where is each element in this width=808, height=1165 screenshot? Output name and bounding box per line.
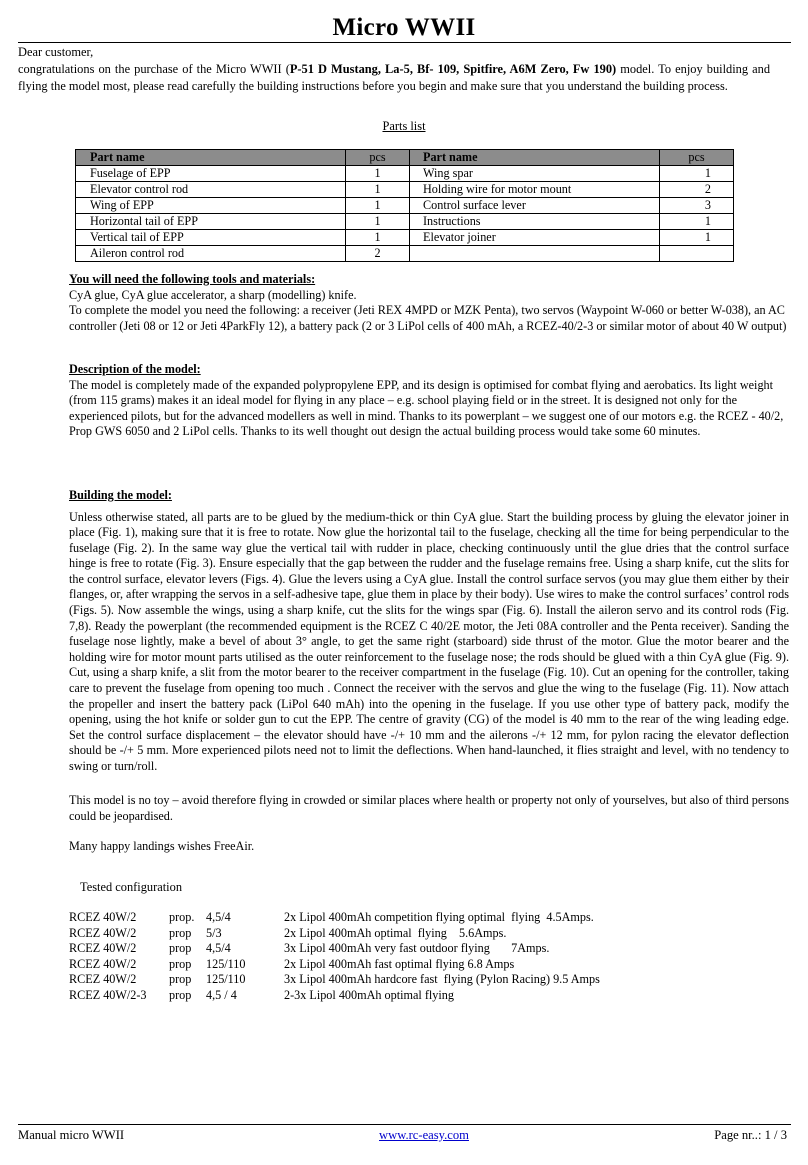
config-prop-label: prop [169,956,192,971]
part-name-cell: Wing spar [410,166,660,182]
header-part-name: Part name [76,150,346,166]
parts-row [76,166,734,182]
parts-list-caption: Parts list [382,119,426,133]
part-name-cell: Aileron control rod [76,246,346,262]
config-prop-label: prop [169,925,192,940]
config-prop: 4,5 / 4 [206,987,237,1002]
part-qty-cell: 1 [346,166,410,182]
parts-table-header [76,150,734,166]
part-qty-cell: 2 [660,182,734,198]
config-motor: RCEZ 40W/2 [69,972,137,986]
part-qty-cell: 3 [660,198,734,214]
config-prop: 5/3 [206,925,222,940]
part-name-cell: Horizontal tail of EPP [76,214,346,230]
footer-manual-name: Manual micro WWII [18,1128,125,1142]
part-qty-cell: 1 [346,230,410,246]
website-link[interactable]: www.rc-easy.com [379,1128,469,1142]
config-prop: 4,5/4 [206,941,231,955]
parts-row [76,246,734,262]
intro-section [18,44,770,95]
config-motor: RCEZ 40W/2 [69,925,137,940]
part-qty-cell: 1 [660,214,734,230]
header-pcs: pcs [346,150,410,166]
part-qty-cell: 1 [346,182,410,198]
config-table [69,910,600,1003]
config-description: 2-3x Lipol 400mAh optimal flying [284,987,454,1002]
part-qty-cell: 2 [346,246,410,262]
config-motor: RCEZ 40W/2-3 [69,987,147,1002]
config-motor: RCEZ 40W/2 [69,941,137,955]
part-name-cell: Vertical tail of EPP [76,230,346,246]
tools-line-2: To complete the model you need the following: a receiver (Jeti REX 4MPD or MZK Penta), two servos (Waypoint W-060 or better W-038), an AC controller (Jeti 08 or 12 or Jeti 4ParkFly 12), a battery pack (2 or 3 LiPol cells of 400 mAh, a RCEZ-40/2-3 or similar motor of about 40 W output) [69,303,787,333]
part-qty-cell: 1 [346,214,410,230]
parts-row [76,214,734,230]
building-heading: Building the model: [69,488,172,502]
intro-paragraph [18,61,770,95]
config-description: 2x Lipol 400mAh fast optimal flying 6.8 Amps [284,956,515,971]
closing-line: Many happy landings wishes FreeAir. [69,839,255,853]
config-description: 2x Lipol 400mAh competition flying optimal flying 4.5Amps. [284,910,594,924]
footer-website [0,1128,808,1143]
parts-row [76,230,734,246]
description-section [69,362,789,440]
config-row [69,957,600,973]
intro-models: P-51 D Mustang, La-5, Bf- 109, Spitfire, A6M Zero, Fw 190) [289,62,617,76]
part-qty-cell: 1 [346,198,410,214]
part-name-cell: Wing of EPP [76,198,346,214]
header-pcs: pcs [660,150,734,166]
intro-text-before: congratulations on the purchase of the Micro WWII ( [18,62,290,76]
title-divider [18,42,791,43]
intro-text-after: model. To enjoy building and flying the model most, please read carefully the building instructions before you begin and make sure that you understand the building process. [18,62,771,93]
parts-table [75,149,734,262]
footer-page-number: Page nr..: 1 / 3 [714,1128,787,1142]
greeting: Dear customer, [18,45,94,59]
config-prop-label: prop [169,941,192,955]
part-name-cell [410,246,660,262]
tools-section [69,272,789,334]
config-prop: 125/110 [206,972,246,986]
part-qty-cell: 1 [660,166,734,182]
document-title: Micro WWII [332,14,476,41]
building-text: Unless otherwise stated, all parts are to be glued by the medium-thick or thin CyA glue. Start the building process by gluing the elevator joiner in place (Fig. 1), making sure that it is free to rotate. Now glue the horizontal tail to the fuselage, checking all the time for being perpendicular to the fuselage (Fig. 2). In the same way glue the vertical tail with rudder in place, checking continuously until the glue dries that the control surface hinge is free to rotate (Fig. 3). Ensure especially that the gap between the rudder and the fuselage remains free. Using a sharp knife, cut the slits for the control surface, elevator levers (Figs. 4). Glue the levers using a CyA glue. Install the control surface servos (you may glue them either by their flanges, or, after wrapping the servos in a self-adhesive tape, glue them in place by their body). Use wires to make the control surfaces’ control rods (Figs. 5). Now assemble the wings, using a sharp knife, cut the slits for the wings spar (Fig. 6). Install the aileron servo and its control rods (Fig. 7,8). Ready the powerplant (the recommended equipment is the RCEZ C 40/2E motor, the Jeti 08A controller and the Penta receiver). Sanding the fuselage nose lightly, make a bevel of about 3° angle, to get the same right (starboard) side thrust of the motor. Glue the motor bearer and the holding wire for motor mount parts utilised as the outer reinforcement to the fuselage nose; the rods should be glued with a thin CyA glue (Fig. 9). Cut, using a sharp knife, a slit from the motor bearer to the receiver compartment in the fuselage (Fig. 10). Cut an opening for the controller, taking care to prevent the fuselage from opening too much . Connect the receiver with the servos and glue the wing to the fuselage (Fig. 11). Now attach the propeller and insert the battery pack (LiPol 640 mAh) into the opening in the fuselage. If you use other type of battery pack, modify the opening, using the hot knife or solder gun to cut the EPP. The centre of gravity (CG) of the model is 40 mm to the rear of the wing leading edge. Set the control surface displacement – the elevator should have -/+ 10 mm and the ailerons -/+ 12 mm, for pylon racing the elevator deflection should be -/+ 5 mm. More experienced pilots need not to limit the deflections. When hand-launched, it flies straight and level, with no tendency to swing or turn/roll. [69,509,789,773]
description-text: The model is completely made of the expanded polypropylene EPP, and its design is optimised for combat flying and aerobatics. Its light weight (from 115 grams) makes it an ideal model for flying in any place – e.g. school playing field or in the street. It is designed not only for the experienced pilots, but for the advanced modellers as well in mind. Thanks to its powerplant – we suggest one of our motors e.g. the RCEZ - 40/2, Prop GWS 6050 and 2 LiPol cells. Thanks to its well thought out design the actual building process would take some 60 minutes. [69,377,784,438]
part-name-cell: Elevator control rod [76,182,346,198]
config-row [69,926,600,942]
warning-paragraph: This model is no toy – avoid therefore flying in crowded or similar places where health or property not only of yourselves, but also of third persons could be jeopardised. [69,793,789,823]
footer-divider [18,1124,791,1125]
description-heading: Description of the model: [69,362,201,376]
config-description: 3x Lipol 400mAh hardcore fast flying (Pylon Racing) 9.5 Amps [284,972,600,986]
config-prop-label: prop [169,987,192,1002]
part-name-cell: Fuselage of EPP [76,166,346,182]
config-motor: RCEZ 40W/2 [69,910,137,924]
config-prop: 125/110 [206,956,246,971]
config-prop-label: prop [169,972,192,986]
config-row [69,941,600,957]
parts-row [76,198,734,214]
config-description: 2x Lipol 400mAh optimal flying 5.6Amps. [284,925,507,940]
tools-line-1: CyA glue, CyA glue accelerator, a sharp (modelling) knife. [69,287,357,302]
config-heading: Tested configuration [80,880,183,894]
config-description: 3x Lipol 400mAh very fast outdoor flying 7Amps. [284,941,550,955]
config-motor: RCEZ 40W/2 [69,956,137,971]
part-qty-cell [660,246,734,262]
config-prop: 4,5/4 [206,910,231,924]
part-name-cell: Holding wire for motor mount [410,182,660,198]
part-name-cell: Instructions [410,214,660,230]
config-row [69,972,600,988]
header-part-name: Part name [410,150,660,166]
tools-heading: You will need the following tools and materials: [69,272,316,286]
part-name-cell: Control surface lever [410,198,660,214]
building-section [69,488,789,775]
part-name-cell: Elevator joiner [410,230,660,246]
part-qty-cell: 1 [660,230,734,246]
config-row [69,910,600,926]
parts-row [76,182,734,198]
config-prop-label: prop. [169,910,195,924]
config-row [69,988,600,1004]
